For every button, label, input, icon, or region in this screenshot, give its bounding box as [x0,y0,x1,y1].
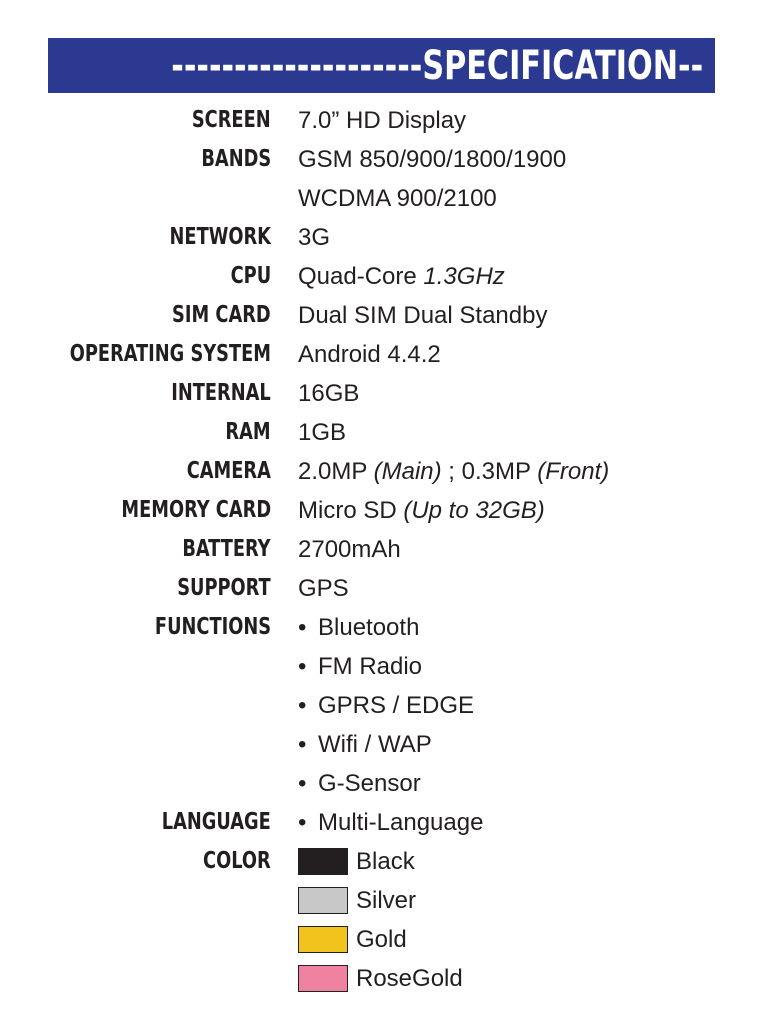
spec-row-battery [0,530,763,569]
spec-row-color-2 [0,881,763,920]
function-item: Bluetooth [318,614,420,641]
bullet-icon: • [298,731,307,758]
spec-label: SUPPORT [177,575,271,601]
color-swatch-silver [298,887,348,914]
spec-label: OPERATING SYSTEM [69,341,271,367]
spec-row-ram [0,413,763,452]
spec-label: NETWORK [169,224,271,250]
spec-value: 2700mAh [298,536,401,563]
color-option [298,881,416,920]
spec-label: FUNCTIONS [154,614,271,640]
spec-row-network [0,218,763,257]
color-option [298,842,415,881]
camera-main-note: (Main) [373,458,442,485]
function-item: Wifi / WAP [318,731,432,758]
spec-value: Android 4.4.2 [298,341,441,368]
spec-row-internal [0,374,763,413]
spec-row-memory [0,491,763,530]
spec-row-functions-3 [0,686,763,725]
spec-row-functions-2 [0,647,763,686]
spec-label: INTERNAL [171,380,271,406]
camera-main: 2.0MP [298,458,367,485]
spec-value: GPS [298,575,349,602]
spec-value: 1GB [298,419,347,446]
spec-row-color-3 [0,920,763,959]
spec-label: MEMORY CARD [121,497,271,523]
color-name: Gold [356,926,407,953]
spec-value: 3G [298,224,331,251]
spec-row-sim [0,296,763,335]
list-item [298,764,421,803]
color-swatch-black [298,848,348,875]
spec-value [298,452,609,491]
spec-label: BATTERY [182,536,271,562]
bullet-icon: • [298,770,307,797]
list-item [298,725,432,764]
function-item: GPRS / EDGE [318,692,475,719]
spec-row-cpu [0,257,763,296]
color-swatch-rosegold [298,965,348,992]
spec-label: BANDS [201,146,271,172]
spec-row-camera [0,452,763,491]
camera-separator: ; [448,458,455,485]
spec-row-color [0,842,763,881]
spec-value: Dual SIM Dual Standby [298,302,548,329]
list-item [298,647,422,686]
color-name: RoseGold [356,965,463,992]
spec-label: CAMERA [186,458,271,484]
cpu-speed: 1.3GHz [423,263,505,290]
spec-value [298,257,505,296]
spec-value: GSM 850/900/1800/1900 [298,146,567,173]
spec-row-language [0,803,763,842]
spec-row-os [0,335,763,374]
function-item: FM Radio [318,653,423,680]
spec-label: LANGUAGE [162,809,271,835]
spec-label: CPU [230,263,271,289]
spec-row-bands-2 [0,179,763,218]
language-value: Multi-Language [318,809,484,836]
spec-row-support [0,569,763,608]
spec-row-functions-5 [0,764,763,803]
spec-value: 7.0” HD Display [298,107,467,134]
spec-row-bands [0,140,763,179]
bullet-icon: • [298,692,307,719]
spec-row-color-4 [0,959,763,998]
list-item [298,608,419,647]
color-option [298,920,407,959]
spec-label: SIM CARD [172,302,271,328]
camera-front-note: (Front) [537,458,610,485]
bullet-icon: • [298,614,307,641]
spec-value: WCDMA 900/2100 [298,185,497,212]
bullet-icon: • [298,653,307,680]
memory-note: (Up to 32GB) [403,497,545,524]
color-name: Silver [356,887,417,914]
cpu-type: Quad-Core [298,263,417,290]
spec-value [298,491,545,530]
list-item [298,803,483,842]
spec-banner [48,38,715,93]
bullet-icon: • [298,809,307,836]
function-item: G-Sensor [318,770,421,797]
list-item [298,686,474,725]
spec-row-screen [0,101,763,140]
memory-type: Micro SD [298,497,397,524]
camera-front: 0.3MP [461,458,531,485]
color-name: Black [356,848,415,875]
banner-title: --------------------SPECIFICATION-- [171,43,703,89]
spec-row-functions [0,608,763,647]
spec-list [0,101,763,998]
spec-label: COLOR [203,848,271,874]
spec-value: 16GB [298,380,360,407]
spec-label: SCREEN [192,107,271,133]
color-swatch-gold [298,926,348,953]
spec-label: RAM [225,419,271,445]
color-option [298,959,463,998]
spec-row-functions-4 [0,725,763,764]
